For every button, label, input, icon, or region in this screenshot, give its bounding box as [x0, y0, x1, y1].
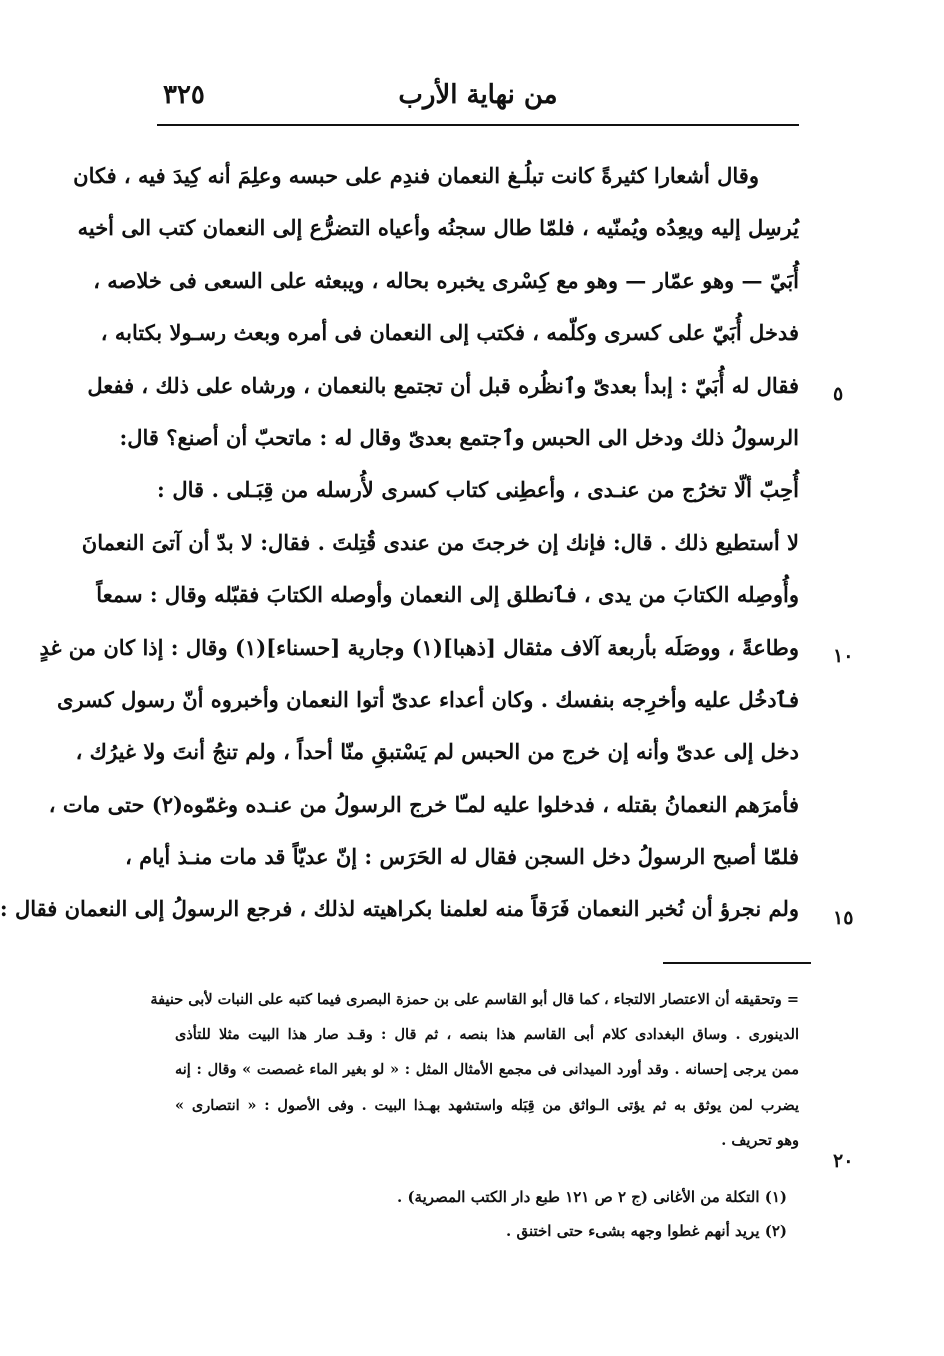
text-line: فأمرَهم النعمانُ بقتله ، فدخلوا عليه لمـّا خرج الرسولُ من عنـده وغمّوه(٢) حتى مات ، — [48, 791, 799, 817]
page-number: ٣٢٥ — [163, 80, 205, 110]
note-line: ممن يرجى إحسانه . وقد أورد الميدانى فى مجمع الأمثال المثل : « لو بغير الماء غصصت » وقال : إنه — [175, 1061, 799, 1079]
line-number-marker: ١٥ — [833, 907, 854, 929]
text-line: أُبَيّ — وهو عمّار — وهو مع كِسْرى يخبره بحاله ، ويبعثه على السعى فى خلاصه ، — [93, 267, 799, 293]
line-number-marker: ٢٠ — [833, 1150, 854, 1172]
note-line: = وتحقيقه أن الاعتصار الالتجاء ، كما قال أبو القاسم على بن حمزة البصرى فيما كتبه على النبات لأبى حنيفة — [150, 991, 799, 1008]
text-line: الرسولُ ذلك ودخل الى الحبس وٱجتمع بعدىّ وقال له : ماتحبّ أن أصنع؟ قال: — [119, 424, 799, 450]
text-line: فدخل أُبَيّ على كسرى وكلّمه ، فكتب إلى النعمان فى أمره وبعث رسـولا بكتابه ، — [100, 320, 799, 346]
footnotes — [175, 1180, 787, 1248]
text-line: لا أستطيع ذلك . قال: فإنك إن خرجتَ من عندى قُتِلتَ . فقال: لا بدّ أن آتىَ النعمانَ — [81, 529, 799, 555]
header-rule — [157, 124, 799, 126]
footnote-rule — [663, 962, 811, 964]
note-line: وهو تحريف . — [721, 1131, 799, 1149]
line-number-marker: ٥ — [833, 383, 844, 405]
page-header — [157, 78, 799, 122]
note-line: الدينورى . وساق البغدادى كلام أبى القاسم هذا بنصه ، ثم قال : وقـد صار هذا البيت مثلا للتأذى — [175, 1026, 799, 1044]
text-line: ولم نجرؤ أن نُخبر النعمان فَرَقاً منه لعلمنا بكراهيته لذلك ، فرجع الرسولُ إلى النعمان فقال : — [0, 896, 799, 922]
running-title: من نهاية الأرب — [398, 80, 558, 110]
text-line: فقال له أُبَيّ : إبدأ بعدىّ وٱنظُره قبل أن تجتمع بالنعمان ، ورشاه على ذلك ، ففعل — [87, 372, 799, 398]
text-line: فٱدخُل عليه وأخرِجه بنفسك . وكان أعداء عدىّ أتوا النعمان وأخبروه أنّ رسول كسرى — [57, 686, 799, 712]
continued-note — [150, 982, 799, 1158]
text-line: أُحِبّ ألّا تخرُج من عنـدى ، وأعطِنى كتاب كسرى لأُرسله من قِبَـلى . قال : — [157, 477, 799, 503]
footnote-2: (٢) يريد أنهم غطوا وجهه بشىء حتى اختنق . — [506, 1222, 787, 1240]
line-number-marker: ١٠ — [833, 645, 854, 667]
text-line: دخل إلى عدىّ وأنه إن خرج من الحبس لم يَسْتبقِ منّا أحداً ، ولم تنجُ أنتَ ولا غيرُك ، — [75, 739, 799, 765]
text-line: وطاعةً ، ووصَلَه بأربعة آلاف مثقال [ذهبا](١) وجارية [حسناء](١) وقال : إذا كان من غدٍ — [39, 634, 799, 660]
main-text — [0, 150, 799, 936]
text-line: يُرسِل إليه ويعِدُه ويُمنّيه ، فلمّا طال سجنُه وأعياه التضرُّع إلى النعمان كتب الى أخيه — [77, 215, 799, 241]
text-line: فلمّا أصبح الرسولُ دخل السجن فقال له الحَرَس : إنّ عديّاً قد مات منـذ أيام ، — [125, 844, 799, 870]
text-line: وأُوصِله الكتابَ من يدى ، فٱنطلق إلى النعمان وأوصله الكتابَ فقبّله وقال : سمعاً — [96, 582, 799, 608]
note-line: يضرب لمن يوثق به ثم يؤتى الـواثق من قِبَله واستشهد بهـذا البيت . وفى الأصول : « انتصارى » — [175, 1096, 799, 1114]
text-line: وقال أشعارا كثيرةً كانت تبلُـغ النعمان فندِم على حبسه وعلِمَ أنه كِيدَ فيه ، فكان — [73, 163, 759, 188]
footnote-1: (١) التكلة من الأغانى (ج ٢ ص ١٢١ طبع دار الكتب المصرية) . — [397, 1188, 787, 1206]
